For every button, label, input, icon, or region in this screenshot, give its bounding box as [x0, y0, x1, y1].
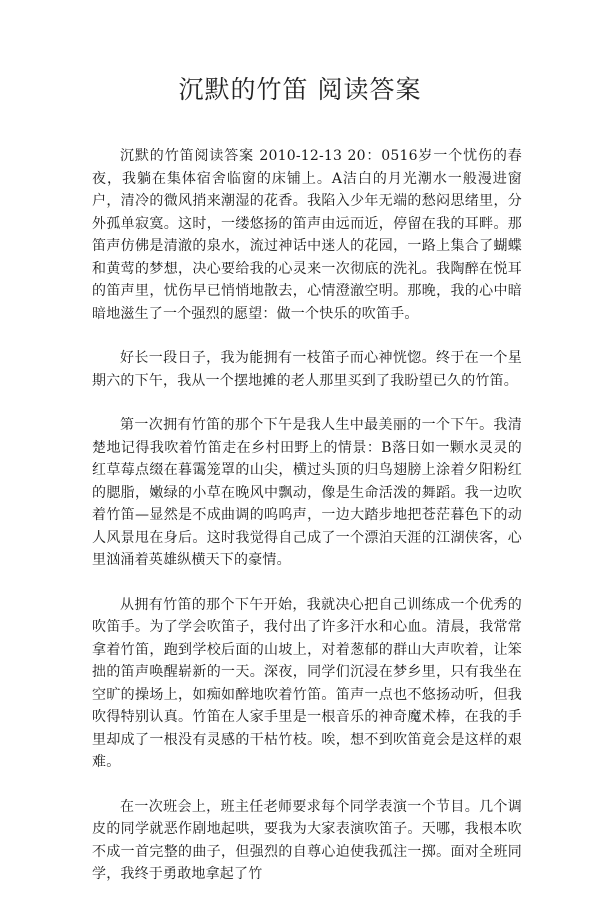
- paragraph: 在一次班会上，班主任老师要求每个同学表演一个节目。几个调皮的同学就恶作剧地起哄，要我为大家表演吹笛子。天哪，我根本吹不成一首完整的曲子，但强烈的自尊心迫使我孤注一掷。面对全班同学，我终于勇敢地拿起了竹: [92, 798, 522, 882]
- article-body: [92, 145, 522, 908]
- paragraph: 第一次拥有竹笛的那个下午是我人生中最美丽的一个下午。我清楚地记得我吹着竹笛走在乡村田野上的情景：B落日如一颗水灵灵的红草莓点缀在暮霭笼罩的山尖，横过头顶的归鸟翅膀上涂着夕阳粉红的腮脂，嫩绿的小草在晚风中飘动，像是生命活泼的舞蹈。我一边吹着竹笛—显然是不成曲调的呜呜声，一边大踏步地把苍茫暮色下的动人风景甩在身后。这时我觉得自己成了一个漂泊天涯的江湖侠客，心里汹涌着英雄纵横天下的豪情。: [92, 417, 522, 568]
- page-title: 沉默的竹笛 阅读答案: [178, 75, 422, 104]
- paragraph: 从拥有竹笛的那个下午开始，我就决心把自己训练成一个优秀的吹笛手。为了学会吹笛子，我付出了许多汗水和心血。清晨，我常常拿着竹笛，跑到学校后面的山坡上，对着葱郁的群山大声吹着，让笨拙的笛声唤醒崭新的一天。深夜，同学们沉浸在梦乡里，只有我坐在空旷的操场上，如痴如醉地吹着竹笛。笛声一点也不悠扬动听，但我吹得特别认真。竹笛在人家手里是一根音乐的神奇魔术棒，在我的手里却成了一根没有灵感的干枯竹枝。唉，想不到吹笛竟会是这样的艰难。: [92, 596, 522, 770]
- paragraph: 沉默的竹笛阅读答案 2010-12-13 20：0516岁一个忧伤的春夜，我躺在集体宿舍临窗的床铺上。A洁白的月光潮水一般漫进窗户，清冷的微风捎来潮湿的花香。我陷入少年无端的愁闷思绪里，分外孤单寂寞。这时，一缕悠扬的笛声由远而近，停留在我的耳畔。那笛声仿佛是清澈的泉水，流过神话中迷人的花园，一路上集合了蝴蝶和黄莺的梦想，决心要给我的心灵来一次彻底的洗礼。我陶醉在悦耳的笛声里，忧伤早已悄悄地散去，心情澄澈空明。那晚，我的心中暗暗地滋生了一个强烈的愿望：做一个快乐的吹笛手。: [92, 148, 522, 322]
- paragraph: 好长一段日子，我为能拥有一枝笛子而心神恍惚。终于在一个星期六的下午，我从一个摆地摊的老人那里买到了我盼望已久的竹笛。: [92, 350, 522, 389]
